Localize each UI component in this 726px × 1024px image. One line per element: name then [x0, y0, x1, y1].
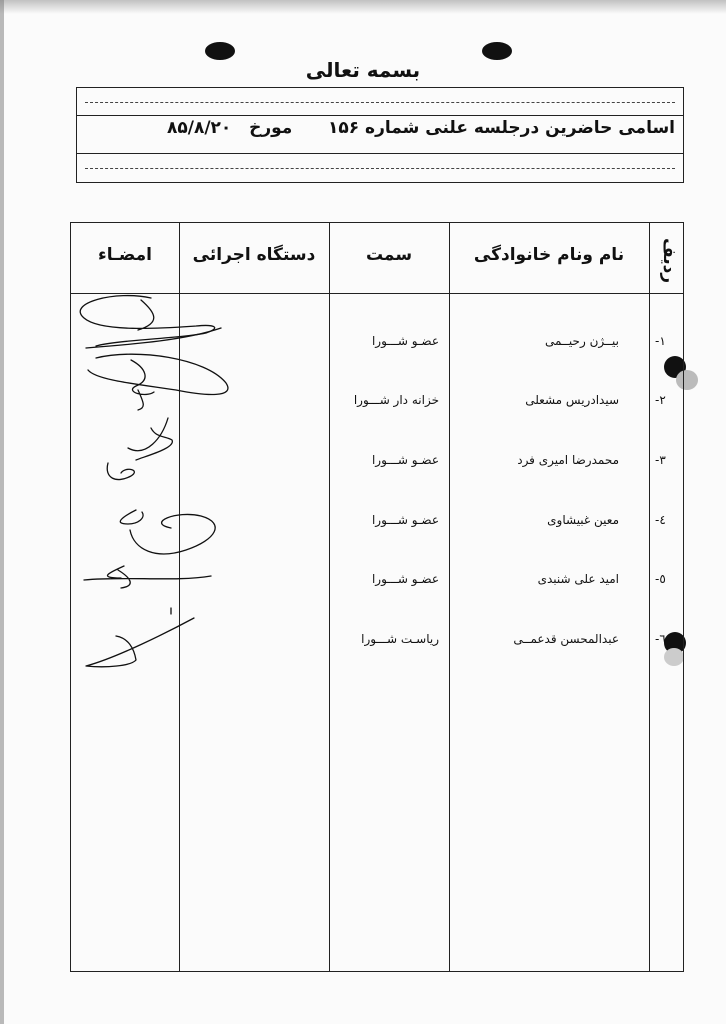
row-position: عضـو شـــورا	[371, 453, 439, 467]
row-position: عضـو شـــورا	[371, 334, 439, 348]
row-number: ٤-	[655, 513, 666, 527]
row-name: بیــژن رحیــمی	[544, 334, 619, 348]
dotted-line	[85, 102, 675, 103]
header-box	[76, 87, 684, 183]
column-header-position: سمت	[365, 245, 413, 265]
signature-5	[84, 566, 211, 588]
scan-edge-top	[0, 0, 726, 14]
row-name: امید علی شنبدی	[537, 572, 619, 586]
column-header-signature: امضـاء	[98, 245, 152, 265]
row-name: سیدادریس مشعلی	[525, 393, 619, 407]
row-name: معین غبیشاوی	[547, 513, 619, 527]
row-position: عضـو شـــورا	[371, 572, 439, 586]
signature-3	[107, 418, 172, 480]
session-date	[167, 118, 292, 138]
signature-6	[86, 608, 194, 667]
dotted-line	[85, 168, 675, 169]
signature-2	[88, 354, 228, 410]
row-number: ۱-	[655, 334, 666, 348]
column-header-radif: ردیف	[659, 238, 679, 284]
row-position: عضـو شـــورا	[371, 513, 439, 527]
row-position: ریاسـت شـــورا	[361, 632, 439, 646]
scan-edge-left	[0, 0, 4, 1024]
session-title: اسامی حاضرین درجلسه علنی شماره ۱۵۶	[327, 118, 675, 138]
date-label: مورخ	[249, 118, 293, 138]
row-number: ٥-	[655, 572, 666, 586]
row-number: ۲-	[655, 393, 666, 407]
column-divider	[649, 223, 650, 971]
column-divider	[329, 223, 330, 971]
signature-1	[80, 296, 221, 348]
row-name: محمدرضا امیری فرد	[517, 453, 619, 467]
date-value: ۸۵/۸/۲۰	[167, 118, 232, 138]
column-header-name: نام ونام خانوادگی	[473, 245, 625, 265]
document-heading: بسمه تعالی	[305, 58, 421, 82]
header-separator	[77, 115, 683, 116]
row-name: عبدالمحسن قدعمــی	[513, 632, 619, 646]
column-header-agency: دستگاه اجرائی	[192, 245, 316, 265]
signatures-drawing	[76, 288, 236, 688]
row-position: خزانه دار شـــورا	[353, 393, 439, 407]
header-separator	[77, 153, 683, 154]
signature-4	[120, 510, 215, 554]
row-number: ۳-	[655, 453, 666, 467]
row-number: ٦-	[655, 632, 666, 646]
column-divider	[449, 223, 450, 971]
